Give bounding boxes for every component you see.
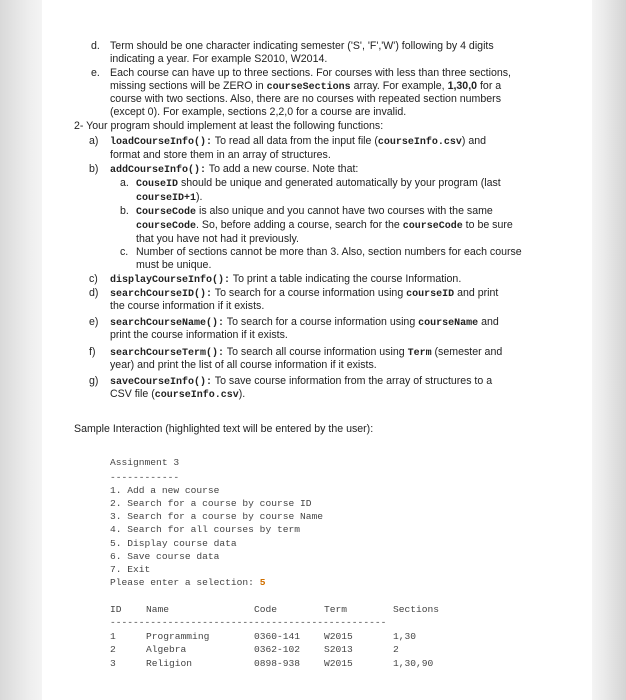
func-b-b-label: b. xyxy=(120,205,129,217)
func-b-b-text: courseCode. So, before adding a course, search for the courseCode to be sure xyxy=(136,219,513,232)
func-f-label: f) xyxy=(89,346,96,358)
table-header: Code xyxy=(254,604,278,615)
table-header: Sections xyxy=(393,604,440,615)
table-cell: 1,30,90 xyxy=(393,658,434,669)
document-page xyxy=(42,0,592,700)
table-header: Term xyxy=(324,604,348,615)
item-e-label: e. xyxy=(91,67,100,79)
item-e-text: Each course can have up to three sections. For courses with less than three sections, xyxy=(110,67,512,79)
item-e-text: missing sections will be ZERO in courseSections array. For example, 1,30,0 for a xyxy=(110,80,502,93)
table-cell: S2013 xyxy=(324,644,353,655)
func-b-c-label: c. xyxy=(120,246,129,258)
table-cell: W2015 xyxy=(324,631,353,642)
menu-item: 3. Search for a course by course Name xyxy=(110,511,324,522)
func-a-text: loadCourseInfo(): To read all data from the input file (courseInfo.csv) and xyxy=(110,135,487,148)
item-d-text: Term should be one character indicating semester ('S', 'F','W') following by 4 digits xyxy=(110,40,494,52)
menu-item: 6. Save course data xyxy=(110,551,220,562)
item-e-text: (except 0). For example, sections 2,2,0 for a course are invalid. xyxy=(110,106,407,118)
func-b-a-text: CouseID should be unique and generated automatically by your program (last xyxy=(136,177,501,190)
func-b-c-text: must be unique. xyxy=(136,259,212,271)
table-cell: 2 xyxy=(393,644,399,655)
table-header: ID xyxy=(110,604,122,615)
func-g-text: saveCourseInfo(): To save course information from the array of structures to a xyxy=(110,375,493,388)
user-input: 5 xyxy=(259,577,266,588)
menu-item: 5. Display course data xyxy=(110,538,237,549)
console-rule: ------------ xyxy=(110,472,180,483)
func-a-label: a) xyxy=(89,135,99,147)
func-e-label: e) xyxy=(89,316,99,328)
table-header: Name xyxy=(146,604,170,615)
func-d-text: searchCourseID(): To search for a course information using courseID and print xyxy=(110,287,499,300)
func-a-text: format and store them in an array of structures. xyxy=(110,149,331,161)
menu-item: 1. Add a new course xyxy=(110,485,220,496)
func-b-b-text: CourseCode is also unique and you cannot have two courses with the same xyxy=(136,205,493,218)
func-f-text: year) and print the list of all course information if it exists. xyxy=(110,359,377,371)
table-cell: 2 xyxy=(110,644,116,655)
table-cell: Programming xyxy=(146,631,210,642)
func-b-c-text: Number of sections cannot be more than 3. Also, section numbers for each course xyxy=(136,246,522,258)
item-d-label: d. xyxy=(91,40,100,52)
table-cell: 3 xyxy=(110,658,116,669)
menu-item: 2. Search for a course by course ID xyxy=(110,498,312,509)
func-c-label: c) xyxy=(89,273,98,285)
func-b-label: b) xyxy=(89,163,99,175)
table-divider: ------------------------------------------------ xyxy=(110,617,387,628)
menu-item: 4. Search for all courses by term xyxy=(110,524,300,535)
func-d-label: d) xyxy=(89,287,99,299)
func-b-a-label: a. xyxy=(120,177,129,189)
console-title: Assignment 3 xyxy=(110,457,180,468)
func-f-text: searchCourseTerm(): To search all course information using Term (semester and xyxy=(110,346,503,359)
func-e-text: print the course information if it exists. xyxy=(110,329,288,341)
table-cell: 0362-102 xyxy=(254,644,301,655)
console-prompt: Please enter a selection: 5 xyxy=(110,577,266,588)
table-cell: Algebra xyxy=(146,644,187,655)
table-cell: 1,30 xyxy=(393,631,417,642)
functions-heading: 2- Your program should implement at least the following functions: xyxy=(74,120,384,132)
func-b-a-text: courseID+1). xyxy=(136,191,203,204)
func-b-text: addCourseInfo(): To add a new course. Note that: xyxy=(110,163,359,176)
item-d-text: indicating a year. For example S2010, W2014. xyxy=(110,53,328,65)
table-cell: Religion xyxy=(146,658,193,669)
func-g-label: g) xyxy=(89,375,99,387)
table-cell: 1 xyxy=(110,631,116,642)
sample-heading: Sample Interaction (highlighted text will be entered by the user): xyxy=(74,423,374,435)
table-cell: 0360-141 xyxy=(254,631,301,642)
func-d-text: the course information if it exists. xyxy=(110,300,265,312)
item-e-text: course with two sections. Also, there are no courses with repeated section numbers xyxy=(110,93,501,105)
func-g-text: CSV file (courseInfo.csv). xyxy=(110,388,246,401)
func-b-b-text: that you have not had it previously. xyxy=(136,233,299,245)
table-cell: 0898-938 xyxy=(254,658,301,669)
menu-item: 7. Exit xyxy=(110,564,151,575)
func-e-text: searchCourseName(): To search for a course information using courseName and xyxy=(110,316,499,329)
left-shadow xyxy=(0,0,42,700)
right-shadow xyxy=(592,0,626,700)
func-c-text: displayCourseInfo(): To print a table indicating the course Information. xyxy=(110,273,462,286)
table-cell: W2015 xyxy=(324,658,353,669)
